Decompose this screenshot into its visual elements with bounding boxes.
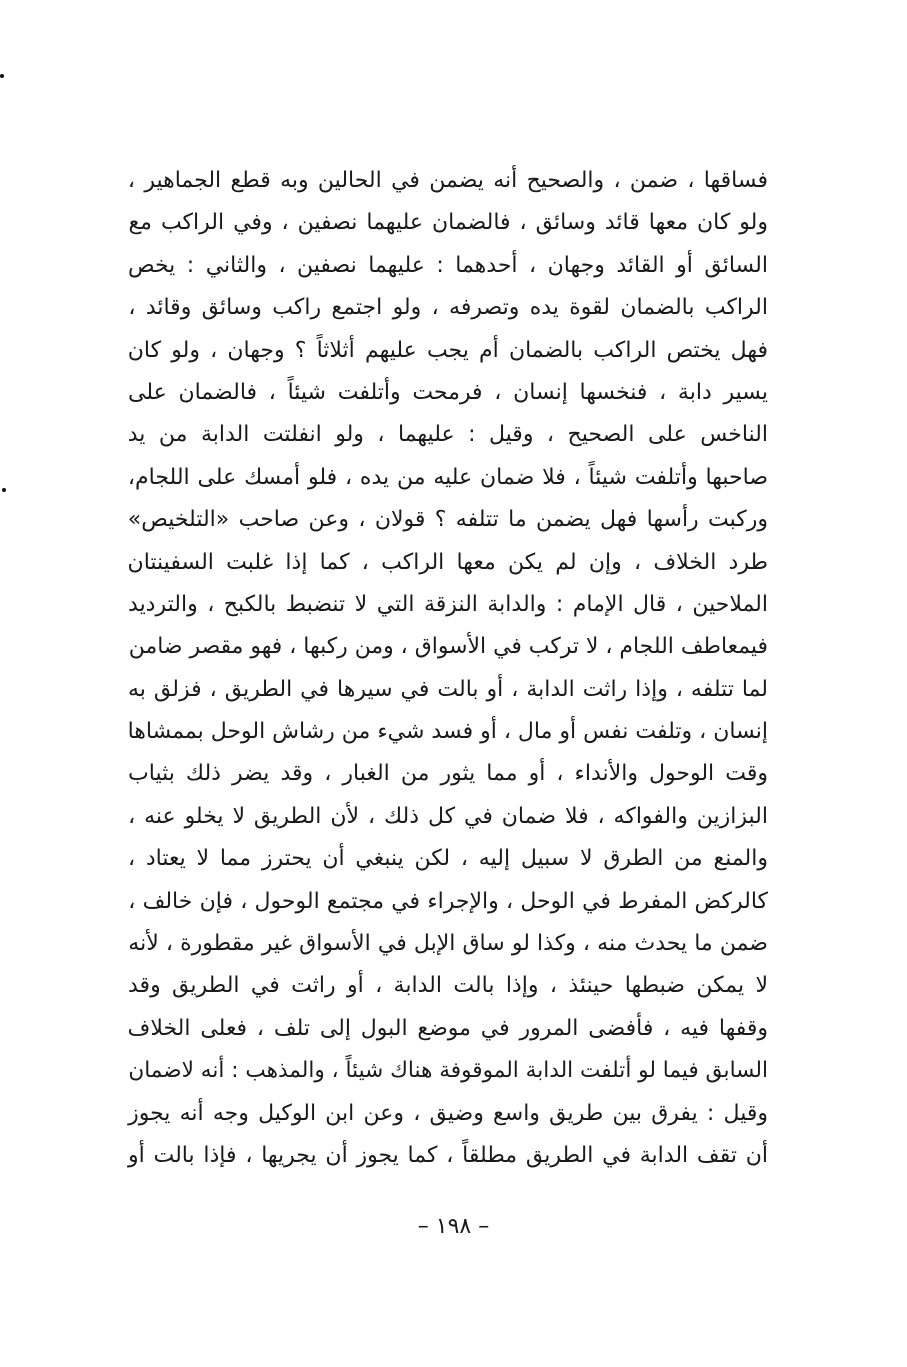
page-number: – ١٩٨ – [417, 1214, 490, 1239]
text-line: كالركض المفرط في الوحل ، والإجراء في مجتمع الوحول ، فإن خالف ، [128, 888, 768, 914]
text-line: طرد الخلاف ، وإن لم يكن معها الراكب ، كما إذا غلبت السفينتان [127, 549, 768, 575]
text-line: البزازين والفواكه ، فلا ضمان في كل ذلك ، لأن الطريق لا يخلو عنه ، [128, 803, 768, 829]
text-line: السابق فيما لو أتلفت الدابة الموقوفة هناك شيئاً ، والمذهب : أنه لاضمان [128, 1058, 768, 1084]
text-line: الراكب بالضمان لقوة يده وتصرفه ، ولو اجتمع راكب وسائق وقائد ، [128, 295, 768, 321]
text-line: يسير دابة ، فنخسها إنسان ، فرمحت وأتلفت شيئاً ، فالضمان على [127, 379, 768, 405]
text-line: الملاحين ، قال الإمام : والدابة النزقة التي لا تنضبط بالكبح ، والترديد [128, 591, 768, 617]
text-line: وقفها فيه ، فأفضى المرور في موضع البول إلى تلف ، فعلى الخلاف [127, 1015, 768, 1041]
margin-mark-top [0, 74, 4, 78]
text-line: إنسان ، وتلفت نفس أو مال ، أو فسد شيء من رشاش الوحل بممشاها [127, 719, 768, 745]
text-line: فهل يختص الراكب بالضمان أم يجب عليهم أثلاثاً ؟ وجهان ، ولو كان [127, 337, 768, 363]
text-line: السائق أو القائد وجهان ، أحدهما : عليهما نصفين ، والثاني : يخص [128, 252, 768, 278]
text-line: والمنع من الطرق لا سبيل إليه ، لكن ينبغي أن يحترز مما لا يعتاد ، [127, 846, 768, 872]
text-line: لا يمكن ضبطها حينئذ ، وإذا بالت الدابة ، أو راثت في الطريق وقد [128, 973, 768, 999]
text-line: وقت الوحول والأنداء ، أو مما يثور من الغبار ، وقد يضر ذلك بثياب [128, 761, 768, 787]
margin-mark-middle [2, 488, 6, 492]
text-line: ضمن ما يحدث منه ، وكذا لو ساق الإبل في الأسواق غير مقطورة ، لأنه [128, 931, 768, 957]
text-line: فيمعاطف اللجام ، لا تركب في الأسواق ، ومن ركبها ، فهو مقصر ضامن [128, 634, 768, 660]
text-line: صاحبها وأتلفت شيئاً ، فلا ضمان عليه من يده ، فلو أمسك على اللجام، [127, 464, 768, 490]
body-text [128, 160, 768, 1177]
text-line: ولو كان معها قائد وسائق ، فالضمان عليهما نصفين ، وفي الراكب مع [128, 210, 768, 236]
text-line: وقيل : يفرق بين طريق واسع وضيق ، وعن ابن الوكيل وجه أنه يجوز [128, 1100, 768, 1126]
text-line: لما تتلفه ، وإذا راثت الدابة ، أو بالت في سيرها في الطريق ، فزلق به [128, 676, 768, 702]
text-line: فساقها ، ضمن ، والصحيح أنه يضمن في الحالين وبه قطع الجماهير ، [127, 168, 768, 193]
text-line: وركبت رأسها فهل يضمن ما تتلفه ؟ قولان ، وعن صاحب «التلخيص» [127, 507, 768, 533]
text-line: أن تقف الدابة في الطريق مطلقاً ، كما يجوز أن يجريها ، فإذا بالت أو [127, 1142, 768, 1168]
text-line: الناخس على الصحيح ، وقيل : عليهما ، ولو انفلتت الدابة من يد [127, 422, 768, 448]
